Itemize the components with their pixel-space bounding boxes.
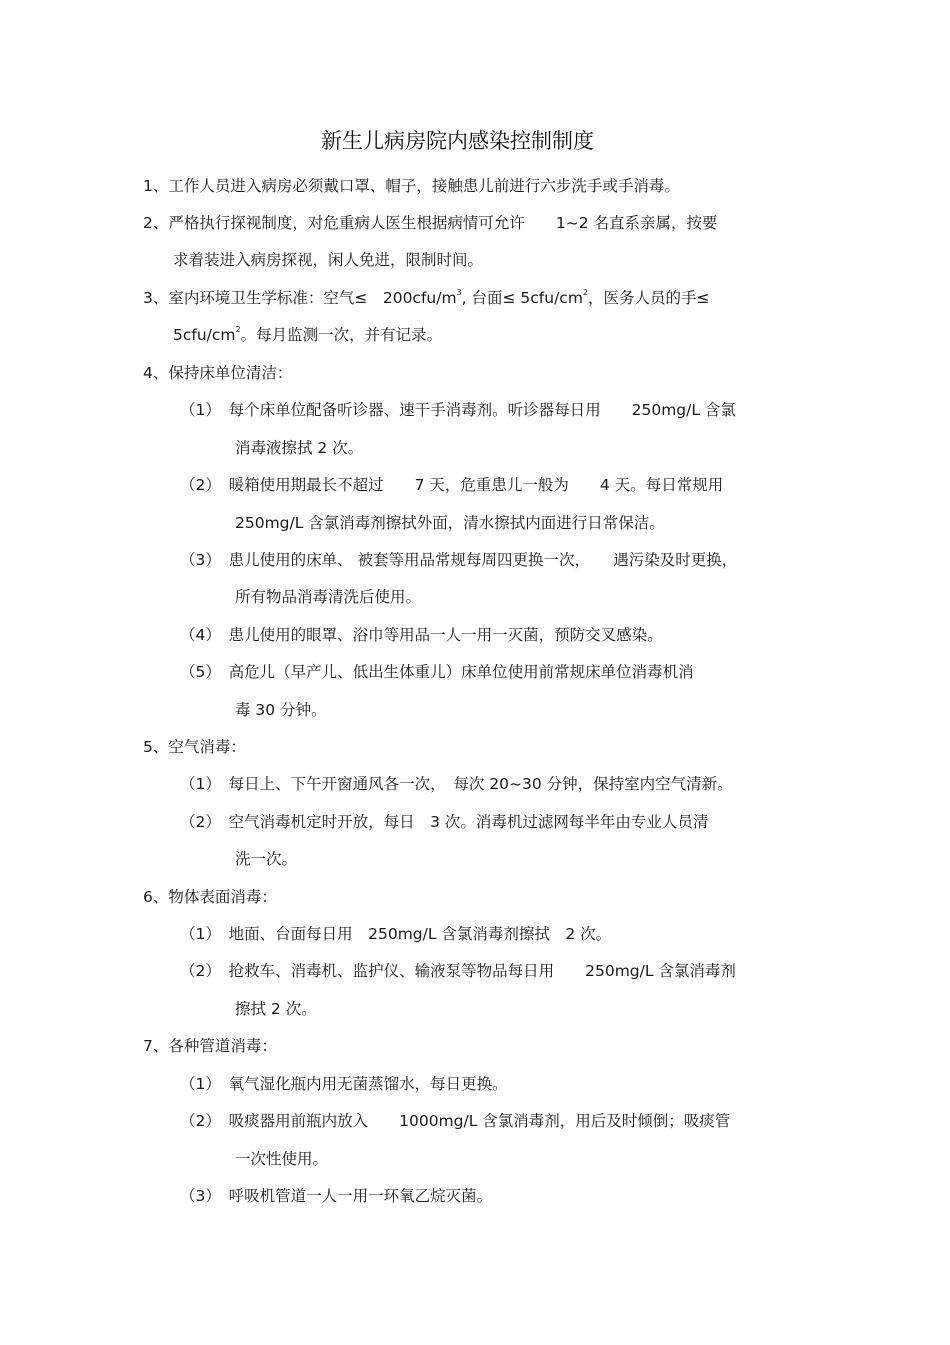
rule-4-5-line-2: 毒 30 分钟。: [235, 701, 327, 719]
rule-7-1: （1） 氧气湿化瓶内用无菌蒸馏水，每日更换。: [180, 1075, 508, 1093]
rule-4-3-line-1: （3） 患儿使用的床单、 被套等用品常规每周四更换一次， 遇污染及时更换，: [180, 551, 738, 569]
superscript-2: 2: [235, 324, 241, 334]
rule-1: 1、工作人员进入病房必须戴口罩、帽子，接触患儿前进行六步洗手或手消毒。: [143, 177, 680, 195]
rule-7-2-line-1: （2） 吸痰器用前瓶内放入 1000mg/L 含氯消毒剂，用后及时倾倒；吸痰管: [180, 1112, 731, 1130]
document-title: 新生儿病房院内感染控制制度: [321, 129, 594, 153]
rule-6-2-line-1: （2） 抢救车、消毒机、监护仪、输液泵等物品每日用 250mg/L 含氯消毒剂: [180, 962, 736, 980]
rule-6-2-line-2: 擦拭 2 次。: [235, 1000, 317, 1018]
rule-2-line-1: 2、严格执行探视制度，对危重病人医生根据病情可允许 1~2 名直系亲属，按要: [143, 214, 718, 232]
rule-7-3: （3） 呼吸机管道一人一用一环氧乙烷灭菌。: [180, 1187, 493, 1205]
rule-7-heading: 7、各种管道消毒：: [143, 1037, 277, 1055]
rule-4-1-line-1: （1） 每个床单位配备听诊器、速干手消毒剂。听诊器每日用 250mg/L 含氯: [180, 401, 736, 419]
rule-5-heading: 5、空气消毒：: [143, 738, 246, 756]
rule-4-2-line-2: 250mg/L 含氯消毒剂擦拭外面，清水擦拭内面进行日常保洁。: [235, 514, 665, 532]
rule-7-2-line-2: 一次性使用。: [235, 1150, 329, 1168]
rule-2-line-2: 求着装进入病房探视，闲人免进，限制时间。: [173, 251, 484, 269]
rule-4-2-line-1: （2） 暖箱使用期最长不超过 7 天，危重患儿一般为 4 天。每日常规用: [180, 476, 724, 494]
rule-4-5-line-1: （5） 高危儿（早产儿、低出生体重儿）床单位使用前常规床单位消毒机消: [180, 663, 694, 681]
rule-3-text-d: 5cfu/cm: [173, 326, 236, 344]
rule-3-text-e: 。每月监测一次，并有记录。: [240, 326, 443, 344]
rule-6-heading: 6、物体表面消毒：: [143, 888, 277, 906]
rule-5-1: （1） 每日上、下午开窗通风各一次， 每次 20~30 分钟，保持室内空气清新。: [180, 775, 733, 793]
rule-5-2-line-2: 洗一次。: [235, 850, 298, 868]
rule-5-2-line-1: （2） 空气消毒机定时开放，每日 3 次。消毒机过滤网每半年由专业人员清: [180, 813, 709, 831]
superscript-3: 3: [456, 287, 462, 297]
rule-4-1-line-2: 消毒液擦拭 2 次。: [235, 439, 364, 457]
rule-3-line-1: [143, 287, 710, 309]
rule-3-line-2: [173, 324, 442, 346]
rule-3-text-a: 3、室内环境卫生学标准：空气≤ 200cfu/m: [143, 289, 457, 307]
rule-3-text-c: ，医务人员的手≤: [588, 289, 710, 307]
rule-4-3-line-2: 所有物品消毒清洗后使用。: [235, 588, 422, 606]
rule-4-heading: 4、保持床单位清洁：: [143, 364, 293, 382]
rule-4-4: （4） 患儿使用的眼罩、浴巾等用品一人一用一灭菌，预防交叉感染。: [180, 626, 663, 644]
rule-3-text-b: , 台面≤ 5cfu/cm: [461, 289, 583, 307]
superscript-2: 2: [582, 287, 589, 297]
rule-6-1: （1） 地面、台面每日用 250mg/L 含氯消毒剂擦拭 2 次。: [180, 925, 612, 943]
